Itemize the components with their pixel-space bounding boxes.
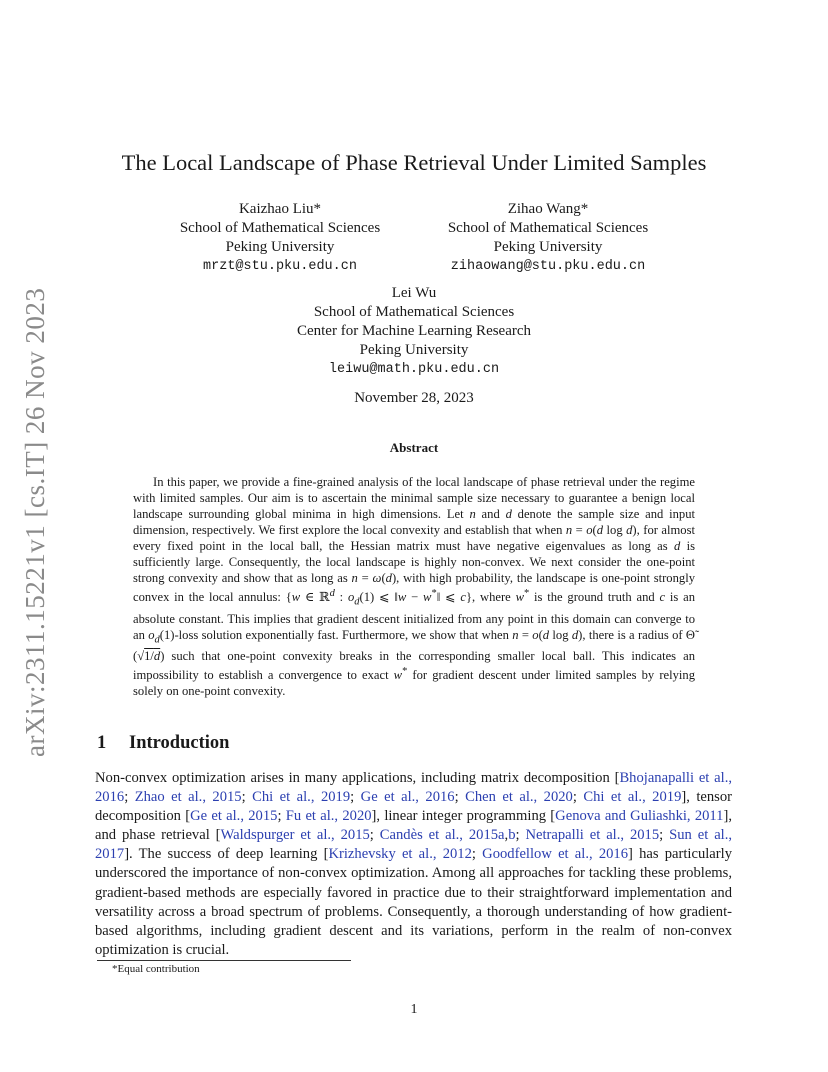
citation-link[interactable]: Goodfellow et al., 2016 (482, 846, 629, 863)
author-affiliation: Center for Machine Learning Research (296, 323, 532, 339)
author-block-2 (434, 200, 662, 276)
author-block-3 (264, 284, 564, 379)
footnote-rule (97, 960, 351, 961)
author-affiliation: School of Mathematical Sciences (447, 220, 649, 236)
footnote: *Equal contribution (112, 963, 200, 975)
arxiv-identifier: arXiv:2311.15221v1 [cs.IT] 26 Nov 2023 (20, 287, 50, 757)
paper-date: November 28, 2023 (354, 390, 474, 406)
citation-link[interactable]: Candès et al., 2015a (379, 827, 505, 844)
page-number: 1 (410, 1002, 418, 1017)
citation-link[interactable]: Fu et al., 2020 (285, 808, 372, 825)
citation-link[interactable]: Sun et al., 2017 (95, 827, 733, 863)
citation-link[interactable]: Chen et al., 2020 (465, 789, 573, 806)
author-affiliation: School of Mathematical Sciences (313, 304, 515, 320)
section-number: 1 (97, 733, 107, 753)
citation-link[interactable]: Waldspurger et al., 2015 (220, 827, 370, 844)
citation-link[interactable]: Chi et al., 2019 (252, 789, 351, 806)
citation-link[interactable]: b (508, 827, 516, 844)
citation-link[interactable]: Netrapalli et al., 2015 (525, 827, 660, 844)
citation-link[interactable]: Zhao et al., 2015 (134, 789, 242, 806)
author-affiliation: Peking University (225, 239, 335, 255)
section-heading (97, 733, 229, 754)
abstract-text: In this paper, we provide a fine-grained analysis of the local landscape of phase retrieval under the regime with limited samples. Our aim is to ascertain the minimal sample size necessary to guarantee a benign local landscape surrounding global minima in high dimensions. Let n and d denote the sample size and input dimension, respectively. We first explore the local convexity and establish that when n = o(d log d), for almost every fixed point in the local ball, the Hessian matrix must have negative eigenvalues as long as d is sufficiently large. Consequently, the local landscape is highly non-convex. We next consider the one-point strong convexity and show that as long as n = ω(d), with high probability, the landscape is one-point strongly convex in the local annulus: {w ∈ ℝ$^d$ : $o_d(1)$ ⩽ ‖w − w*‖ ⩽ c}, where w* is the ground truth and c is an absolute constant. This implies that gradient descent initialized from any point in this domain can converge to an $o_d(1)$-loss solution exponentially fast. Furthermore, we show that when n = o(d log d), there is a radius of Θ̃ (√1/d) such that one-point convexity breaks in the corresponding smaller local ball. This indicates an impossibility to establish a convergence to exact w* for gradient descent under limited samples by relying solely on one-point convexity. (133, 475, 696, 699)
citation-link[interactable]: Ge et al., 2016 (360, 789, 455, 806)
citation-link[interactable]: Bhojanapalli et al., 2016 (95, 770, 733, 806)
author-affiliation: Peking University (493, 239, 603, 255)
author-email[interactable]: leiwu@math.pku.edu.cn (328, 362, 500, 377)
author-block-1 (166, 200, 394, 276)
citation-link[interactable]: Krizhevsky et al., 2012 (328, 846, 472, 863)
citation-link[interactable]: Ge et al., 2015 (190, 808, 278, 825)
section-title: Introduction (129, 733, 230, 753)
author-name: Lei Wu (391, 285, 437, 301)
author-affiliation: School of Mathematical Sciences (179, 220, 381, 236)
author-name: Kaizhao Liu* (238, 201, 322, 217)
author-name: Zihao Wang* (507, 201, 589, 217)
author-affiliation: Peking University (359, 342, 469, 358)
citation-link[interactable]: Genova and Guliashki, 2011 (555, 808, 724, 825)
introduction-paragraph: Non-convex optimization arises in many applications, including matrix decomposition [Bhojanapalli et al., 2016; Zhao et al., 2015; Chi et al., 2019; Ge et al., 2016; Chen et al., 2020; Chi et al., 2019], tensor decomposition [Ge et al., 2015; Fu et al., 2020], linear integer programming [Genova and Guliashki, 2011], and phase retrieval [Waldspurger et al., 2015; Candès et al., 2015a,b; Netrapalli et al., 2015; Sun et al., 2017]. The success of deep learning [Krizhevsky et al., 2012; Goodfellow et al., 2016] has particularly underscored the importance of non-convex optimization. Among all approaches for tackling these problems, gradient-based methods are especially favored in practice due to their straightforward implementation and versatility across a broad spectrum of problems. Consequently, a thorough understanding of how gradient-based algorithms, including gradient descent and its variations, perform in the realm of non-convex optimization is crucial. (95, 770, 733, 958)
abstract-heading: Abstract (389, 440, 439, 455)
author-email[interactable]: mrzt@stu.pku.edu.cn (203, 259, 357, 274)
citation-link[interactable]: Chi et al., 2019 (583, 789, 682, 806)
paper-title: The Local Landscape of Phase Retrieval Under Limited Samples (121, 150, 707, 175)
author-email[interactable]: zihaowang@stu.pku.edu.cn (450, 259, 646, 274)
